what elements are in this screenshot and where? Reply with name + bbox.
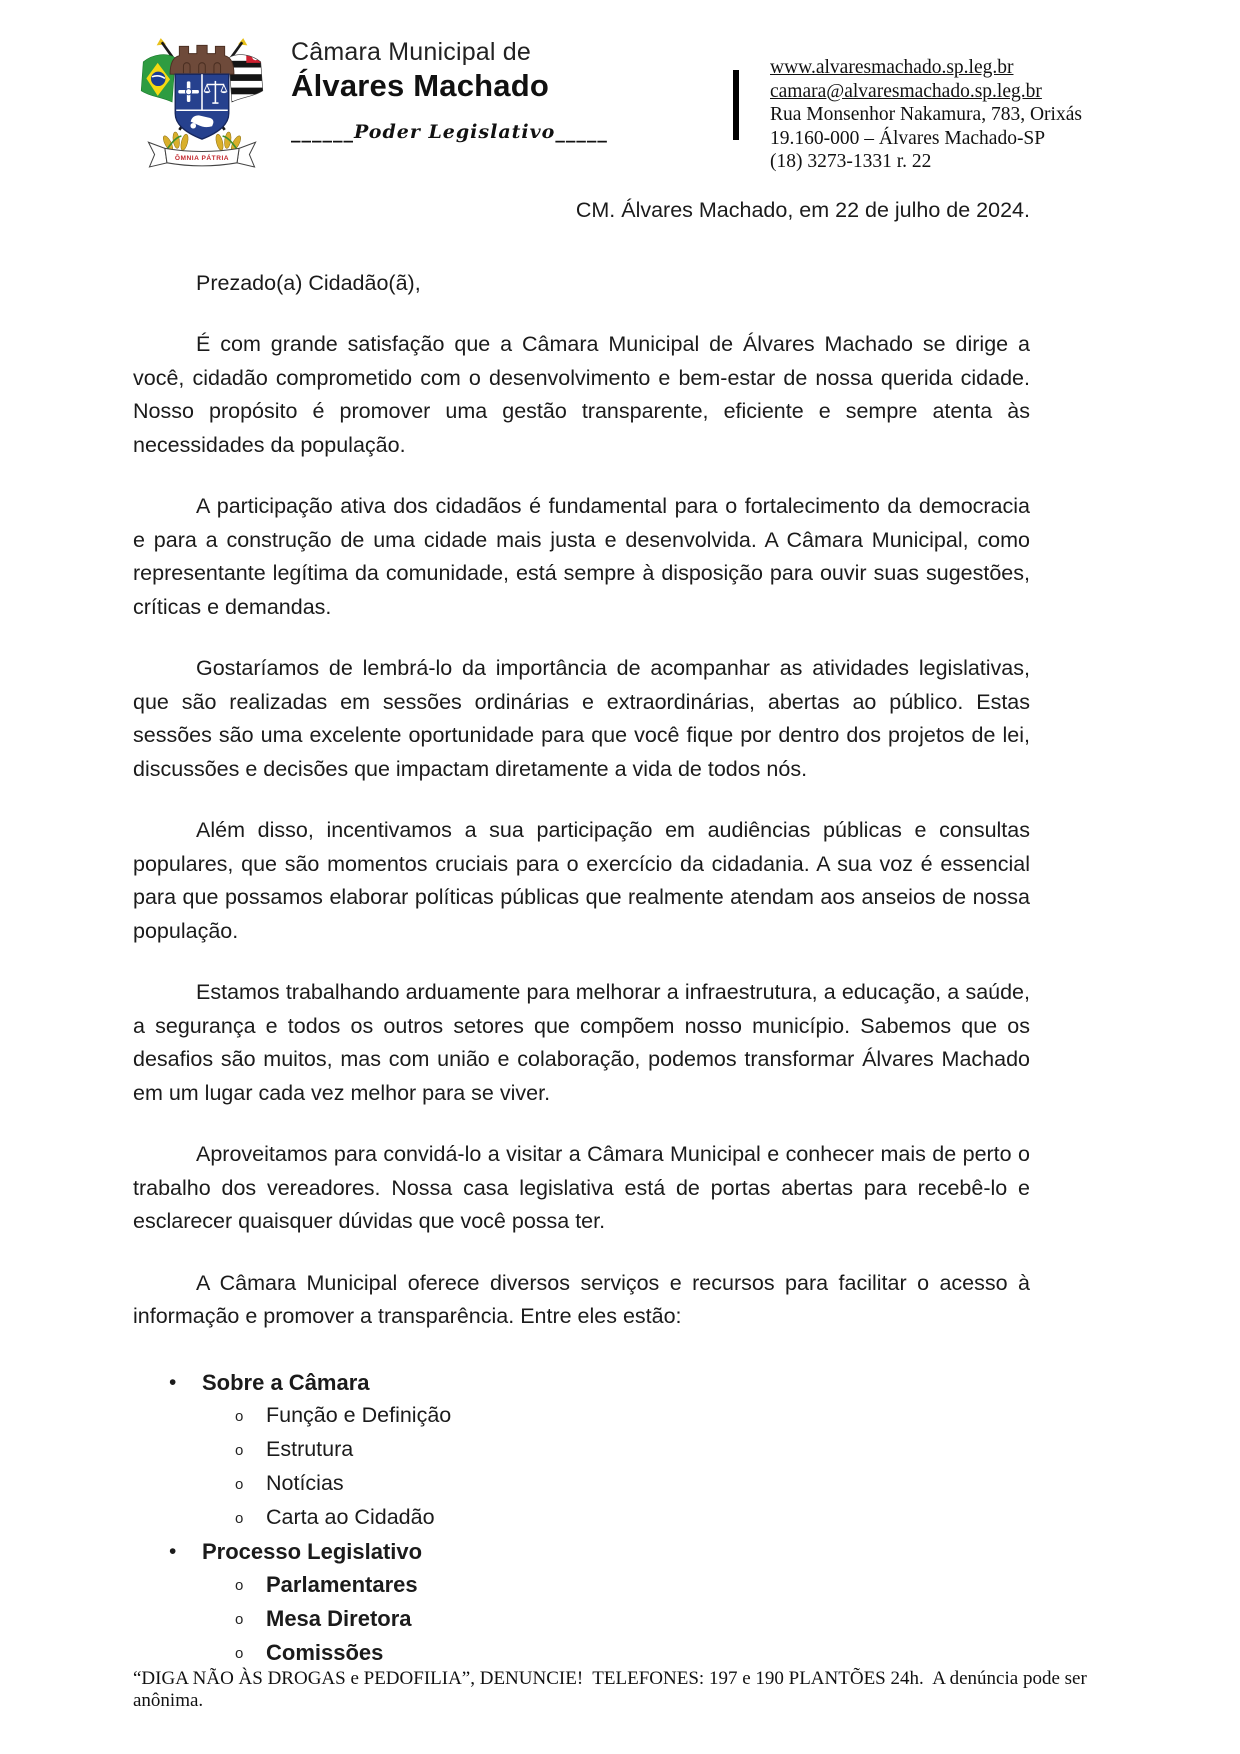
shield-icon: [175, 74, 229, 139]
cep-city-line: 19.160-000 – Álvares Machado-SP: [770, 127, 1046, 149]
list-item-sub: o Estrutura: [133, 1433, 1030, 1467]
paragraph: A Câmara Municipal oferece diversos serviços e recursos para facilitar o acesso à informação e promover a transparência. Entre eles estão:: [133, 1270, 1030, 1328]
service-group-sobre-a-camara: [133, 1366, 1030, 1535]
email-link[interactable]: camara@alvaresmachado.sp.leg.br: [770, 80, 1042, 102]
contact-block: [770, 56, 1190, 174]
service-group-processo-legislativo: [133, 1535, 1030, 1670]
org-name-line2: Álvares Machado: [291, 68, 549, 103]
circle-bullet-icon: o: [235, 1509, 244, 1527]
footer-notice: “DIGA NÃO ÀS DROGAS e PEDOFILIA”, DENUNCIE! TELEFONES: 197 e 190 PLANTÕES 24h. A denúncia pode ser anônima.: [133, 1668, 1092, 1711]
bullet-icon: •: [169, 1370, 177, 1394]
dateline: CM. Álvares Machado, em 22 de julho de 2024.: [575, 198, 1030, 222]
circle-bullet-icon: o: [235, 1644, 244, 1662]
circle-bullet-icon: o: [235, 1475, 244, 1493]
paragraphs: [133, 328, 1030, 1334]
list-item-sub: o Parlamentares: [133, 1568, 1030, 1602]
letter-body: [133, 194, 1030, 1670]
org-subtitle-poder-legislativo: ______Poder Legislativo_____: [291, 121, 608, 143]
circle-bullet-icon: o: [235, 1610, 244, 1628]
list-item-sub: o Função e Definição: [133, 1399, 1030, 1433]
services-list: [133, 1366, 1030, 1670]
list-item-main: [133, 1366, 1030, 1399]
list-item-sub: o Notícias: [133, 1467, 1030, 1501]
org-name-block: [291, 38, 608, 143]
salutation: Prezado(a) Cidadão(ã),: [196, 270, 421, 295]
brazil-flag-icon: [141, 55, 175, 102]
list-item-main: [133, 1535, 1030, 1568]
address-line: Rua Monsenhor Nakamura, 783, Orixás: [770, 104, 1082, 125]
motto-ribbon: [148, 142, 255, 167]
header-divider-bar: [733, 70, 739, 140]
bullet-icon: •: [169, 1539, 177, 1563]
org-name-line1: Câmara Municipal de: [291, 38, 532, 66]
paragraph: É com grande satisfação que a Câmara Municipal de Álvares Machado se dirige a você, cidadão comprometido com o desenvolvimento e bem-estar de nossa querida cidade. Nosso propósito é promover uma gestão transparente, eficiente e sempre atenta às necessidades da população.: [133, 332, 1030, 457]
paragraph: Aproveitamos para convidá-lo a visitar a Câmara Municipal e conhecer mais de perto o trabalho dos vereadores. Nossa casa legislativa está de portas abertas para recebê-lo e esclarecer quaisquer dúvidas que você possa ter.: [133, 1142, 1030, 1233]
service-sublist: [133, 1568, 1030, 1670]
circle-bullet-icon: o: [235, 1441, 244, 1459]
logo-motto-text: ÔMNIA PÁTRIA: [174, 155, 230, 163]
phone-line: (18) 3273-1331 r. 22: [770, 151, 932, 172]
list-item-sub: o Carta ao Cidadão: [133, 1501, 1030, 1535]
paragraph: Gostaríamos de lembrá-lo da importância de acompanhar as atividades legislativas, que são realizadas em sessões ordinárias e extraordinárias, abertas ao público. Estas sessões são uma excelente oportunidade para que você fique por dentro dos projetos de lei, discussões e decisões que impactam diretamente a vida de todos nós.: [133, 656, 1030, 781]
coat-of-arms-logo: [140, 33, 264, 169]
sao-paulo-flag-icon: [225, 49, 264, 107]
list-item-sub: o Mesa Diretora: [133, 1602, 1030, 1636]
paragraph: A participação ativa dos cidadãos é fundamental para o fortalecimento da democracia e para a construção de uma cidade mais justa e desenvolvida. A Câmara Municipal, como representante legítima da comunidade, está sempre à disposição para ouvir suas sugestões, críticas e demandas.: [133, 494, 1030, 619]
list-item-sub: o Comissões: [133, 1636, 1030, 1670]
mural-crown-icon: [170, 45, 234, 74]
paragraph: Além disso, incentivamos a sua participação em audiências públicas e consultas populares, que são momentos cruciais para o exercício da cidadania. A sua voz é essencial para que possamos elaborar políticas públicas que realmente atendam aos anseios de nossa população.: [133, 818, 1030, 943]
circle-bullet-icon: o: [235, 1576, 244, 1594]
service-group-title: Processo Legislativo: [202, 1538, 423, 1564]
service-sublist: [133, 1399, 1030, 1535]
website-link[interactable]: www.alvaresmachado.sp.leg.br: [770, 57, 1014, 78]
service-group-title: Sobre a Câmara: [202, 1369, 370, 1395]
paragraph: Estamos trabalhando arduamente para melhorar a infraestrutura, a educação, a saúde, a segurança e todos os outros setores que compõem nosso município. Sabemos que os desafios são muitos, mas com união e colaboração, podemos transformar Álvares Machado em um lugar cada vez melhor para se viver.: [133, 980, 1030, 1105]
circle-bullet-icon: o: [235, 1407, 244, 1425]
